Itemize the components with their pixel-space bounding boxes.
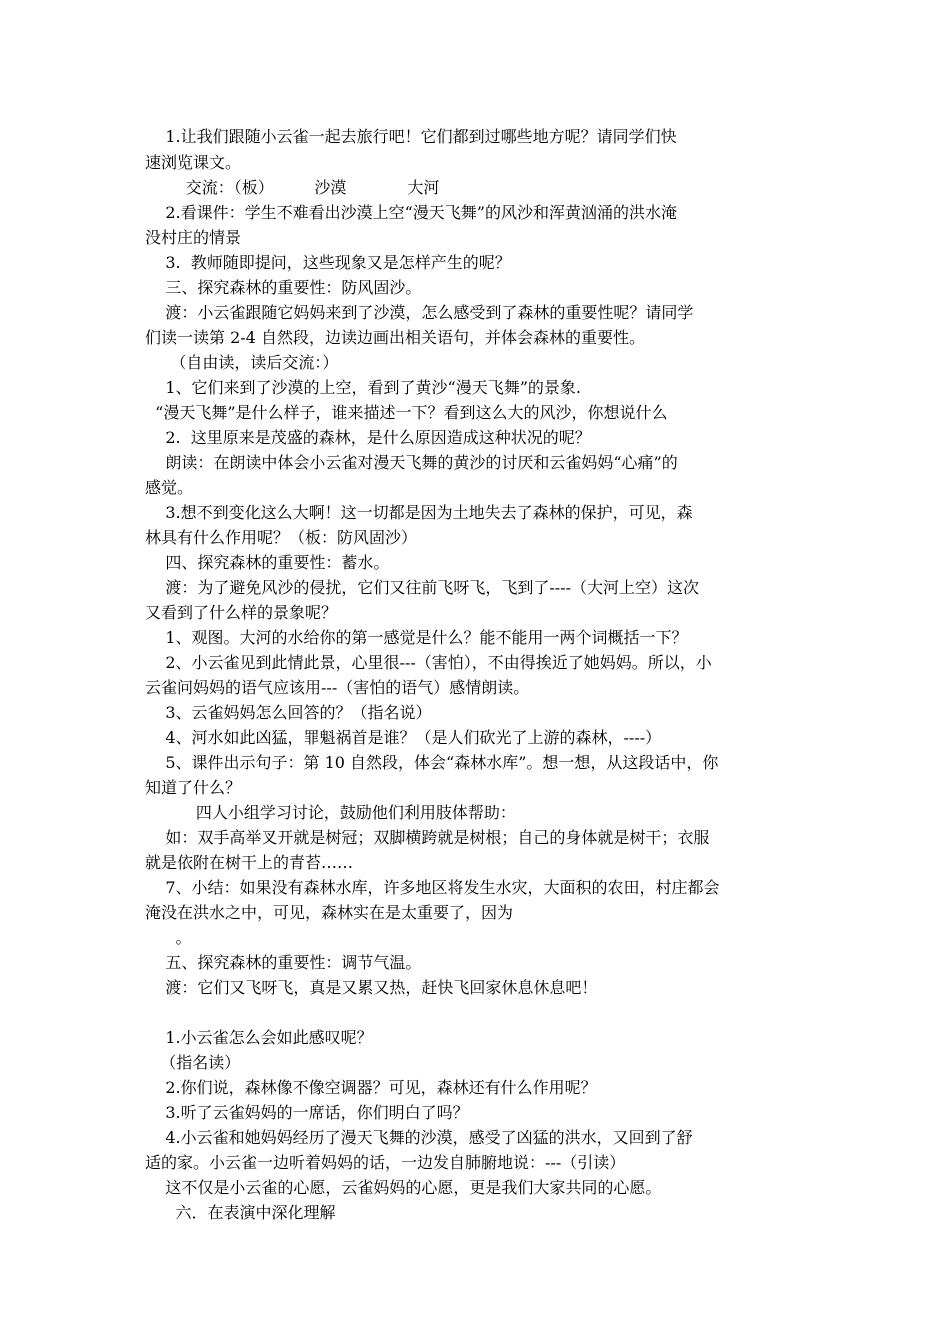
text-line: 2. 这里原来是茂盛的森林，是什么原因造成这种状况的呢？ — [145, 428, 591, 447]
text-line: 如：双手高举叉开就是树冠；双脚横跨就是树根；自己的身体就是树干；衣服 — [145, 828, 710, 847]
section-heading: 三、探究森林的重要性：防风固沙。 — [145, 278, 422, 297]
text-line: 1、它们来到了沙漠的上空，看到了黄沙“漫天飞舞”的景象. — [145, 378, 581, 397]
text-line: 4.小云雀和她妈妈经历了漫天飞舞的沙漠，感受了凶猛的洪水，又回到了舒 — [145, 1128, 693, 1147]
section-heading: 四、探究森林的重要性：蓄水。 — [145, 553, 390, 572]
text-line: 渡：为了避免风沙的侵扰，它们又往前飞呀飞，飞到了----（大河上空）这次 — [145, 578, 699, 597]
text-line: 没村庄的情景 — [145, 228, 242, 247]
text-line: 速浏览课文。 — [145, 153, 242, 172]
text-line: 渡：它们又飞呀飞，真是又累又热，赶快飞回家休息休息吧！ — [145, 978, 598, 997]
text-line: 3、云雀妈妈怎么回答的？（指名说） — [145, 703, 432, 722]
text-line: 3.想不到变化这么大啊！这一切都是因为土地失去了森林的保护，可见，森 — [145, 503, 693, 522]
text-line: 们读一读第 2-4 自然段，边读边画出相关语句，并体会森林的重要性。 — [145, 328, 645, 347]
text-line: 7、小结：如果没有森林水库，许多地区将发生水灾，大面积的农田，村庄都会 — [145, 878, 720, 897]
text-line: 2.你们说，森林像不像空调器？可见，森林还有什么作用呢？ — [145, 1078, 597, 1097]
text-line: 朗读：在朗读中体会小云雀对漫天飞舞的黄沙的讨厌和云雀妈妈“心痛”的 — [145, 453, 678, 472]
text-line: 3.听了云雀妈妈的一席话，你们明白了吗？ — [145, 1103, 469, 1122]
section-heading: 六．在表演中深化理解 — [145, 1203, 336, 1222]
text-line: 云雀问妈妈的语气应该用---（害怕的语气）感情朗读。 — [145, 678, 530, 697]
text-line: 林具有什么作用呢？（板：防风固沙） — [145, 528, 418, 547]
text-line: 1.让我们跟随小云雀一起去旅行吧！它们都到过哪些地方呢？请同学们快 — [145, 127, 677, 146]
text-line: （自由读，读后交流：） — [145, 353, 339, 372]
text-line: 。 — [145, 928, 192, 947]
text-line: 3. 教师随即提问，这些现象又是怎样产生的呢？ — [145, 253, 511, 272]
text-line: 感觉。 — [145, 478, 194, 497]
text-line: 这不仅是小云雀的心愿，云雀妈妈的心愿，更是我们大家共同的心愿。 — [145, 1178, 662, 1197]
text-line: 2.看课件：学生不难看出沙漠上空“漫天飞舞”的风沙和浑黄汹涌的洪水淹 — [145, 203, 677, 222]
text-line: 四人小组学习讨论，鼓励他们利用肢体帮助： — [145, 803, 516, 822]
text-line: “漫天飞舞”是什么样子，谁来描述一下？看到这么大的风沙，你想说什么 — [145, 403, 668, 422]
text-line: 渡：小云雀跟随它妈妈来到了沙漠，怎么感受到了森林的重要性呢？请同学 — [145, 303, 694, 322]
text-line: 交流：（板） 沙漠 大河 — [145, 178, 440, 197]
text-line: 淹没在洪水之中，可见，森林实在是太重要了，因为 — [145, 903, 514, 922]
text-line: 知道了什么？ — [145, 778, 242, 797]
text-line: 适的家。小云雀一边听着妈妈的话，一边发自肺腑地说：---（引读） — [145, 1153, 626, 1172]
text-line: 又看到了什么样的景象呢？ — [145, 603, 338, 622]
section-heading: 五、探究森林的重要性：调节气温。 — [145, 953, 422, 972]
text-line: （指名读） — [145, 1053, 241, 1072]
text-line: 1.小云雀怎么会如此感叹呢？ — [145, 1028, 373, 1047]
text-line: 2、小云雀见到此情此景，心里很---（害怕），不由得挨近了她妈妈。所以，小 — [145, 653, 712, 672]
text-line: 4、河水如此凶猛，罪魁祸首是谁？（是人们砍光了上游的森林，----） — [145, 728, 662, 747]
text-line: 就是依附在树干上的青苔…… — [145, 853, 354, 872]
text-line: 1、观图。大河的水给你的第一感觉是什么？能不能用一两个词概括一下？ — [145, 628, 688, 647]
text-line: 5、课件出示句子：第 10 自然段，体会“森林水库”。想一想，从这段话中，你 — [145, 753, 719, 772]
